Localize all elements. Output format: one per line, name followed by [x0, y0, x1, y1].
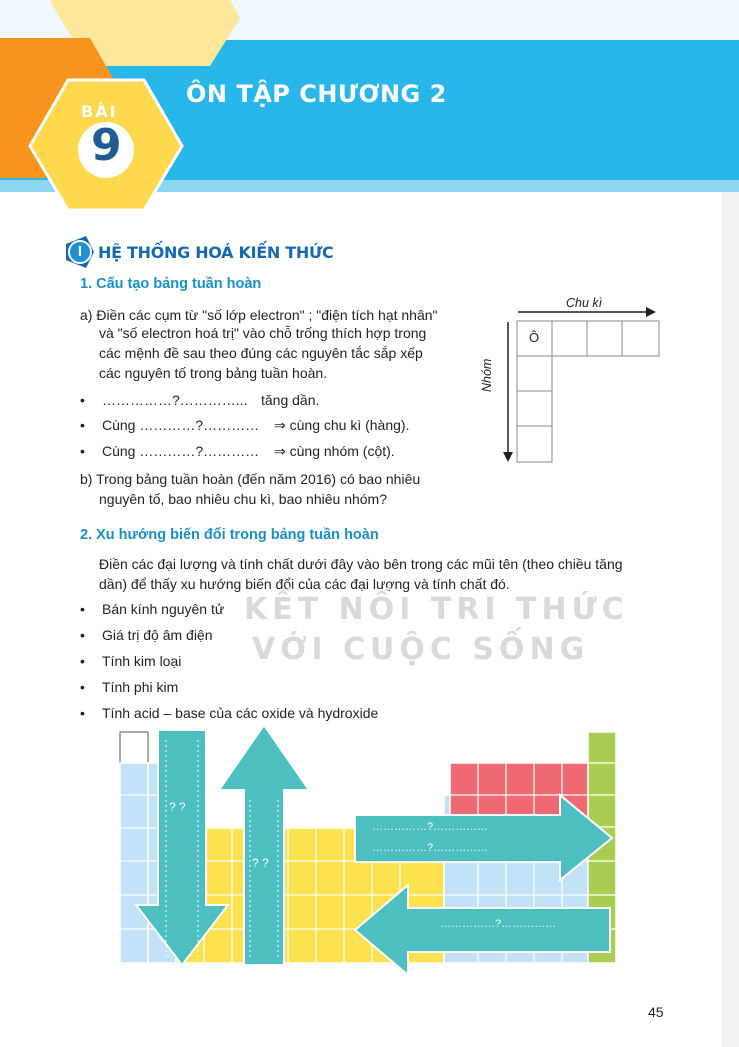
part2-intro-line: Điền các đại lượng và tính chất dưới đây vào bên trong các mũi tên (theo chiều tăng [99, 556, 623, 572]
part1-bullet-blank: • ……………?…………... [102, 389, 247, 411]
part1-heading: 1. Cấu tạo bảng tuần hoàn [80, 276, 262, 292]
up-arrow-text: ? ? [252, 856, 269, 870]
diagram-cell [552, 321, 587, 356]
cell-label: Ô [529, 330, 540, 345]
part1-a-line: a) Điền các cụm từ "số lớp electron" ; "điện tích hạt nhân" [80, 307, 438, 323]
part2-bullet: • Bán kính nguyên tử [102, 598, 224, 620]
part2-bullet: • Tính kim loại [102, 650, 181, 672]
part1-a-line: các nguyên tố trong bảng tuần hoàn. [99, 365, 328, 381]
section-numeral: I [77, 243, 83, 260]
part1-bullet-blank: • Cùng …………?………… [102, 414, 259, 436]
group-arrow-head [503, 452, 513, 462]
chapter-title: ÔN TẬP CHƯƠNG 2 [186, 80, 447, 108]
part1-b-line: nguyên tố, bao nhiêu chu kì, bao nhiêu nhóm? [99, 491, 387, 507]
part2-bullet: • Tính phi kim [102, 676, 178, 698]
part1-bullet-result: ⇒ cùng chu kì (hàng). [274, 417, 410, 433]
diagram-cell [517, 356, 552, 391]
period-group-diagram [503, 307, 659, 462]
watermark-line1: KẾT NỐI TRI THỨC [244, 592, 629, 627]
page-number: 45 [648, 1004, 664, 1020]
s-block-col1 [120, 763, 148, 963]
right-arrow-text-bottom: ……………?…………… [372, 842, 489, 854]
part1-a-line: và "số electron hoá trị" vào chỗ trống thích hợp trong [99, 325, 427, 341]
part2-heading: 2. Xu hướng biến đổi trong bảng tuần hoàn [80, 527, 379, 543]
part1-a-line: các mệnh đề sau theo đúng các nguyên tắc sắp xếp [99, 345, 423, 361]
watermark-line2: VỚI CUỘC SỐNG [252, 632, 590, 667]
period-arrow-head [646, 307, 656, 317]
group-label: Nhóm [480, 358, 494, 392]
left-arrow-text: ……………?…………… [440, 918, 557, 930]
lesson-number: 9 [91, 120, 122, 171]
right-margin-strip [722, 192, 739, 1047]
diagram-cell [517, 391, 552, 426]
part2-intro-line: dần) để thấy xu hướng biến đổi của các đại lượng và tính chất đó. [99, 576, 510, 592]
table-cell-h [120, 732, 148, 763]
diagram-cell [622, 321, 659, 356]
part2-bullet: • Tính acid – base của các oxide và hydroxide [102, 702, 378, 724]
part1-bullet-blank: • Cùng …………?………… [102, 440, 259, 462]
part1-b-line: b) Trong bảng tuần hoàn (đến năm 2016) có bao nhiêu [80, 471, 421, 487]
section-title: HỆ THỐNG HOÁ KIẾN THỨC [98, 243, 334, 262]
diagram-cell [517, 426, 552, 462]
lesson-label: BÀI [81, 102, 118, 121]
part2-bullet: • Giá trị độ âm điện [102, 624, 213, 646]
period-label: Chu kì [566, 296, 603, 310]
down-arrow-text: ? ? [169, 800, 186, 814]
part1-bullet-result: ⇒ cùng nhóm (cột). [274, 443, 395, 459]
part1-bullet-result: tăng dần. [261, 392, 320, 408]
right-arrow-text-top: ……………?…………… [372, 821, 489, 833]
diagram-cell [587, 321, 622, 356]
